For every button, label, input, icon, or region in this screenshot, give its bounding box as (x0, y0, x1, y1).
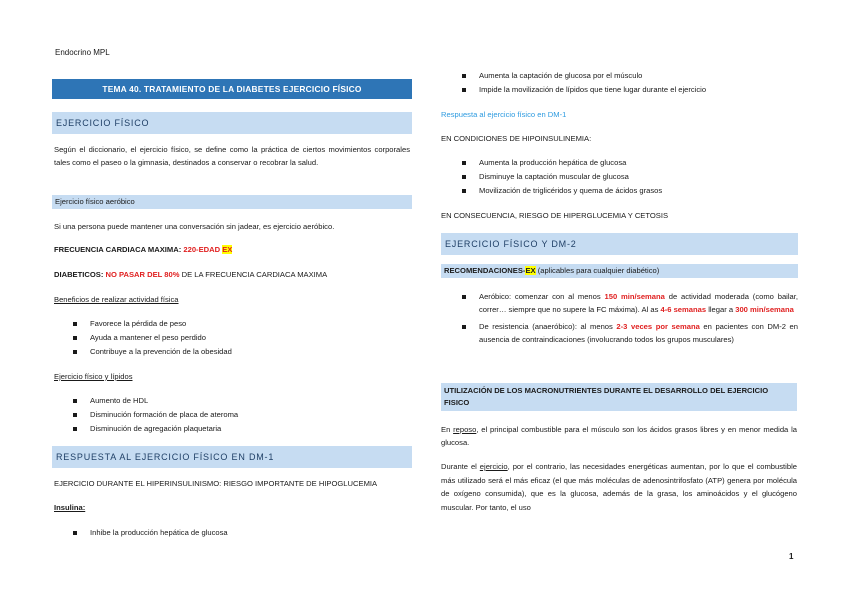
definition-paragraph: Según el diccionario, el ejercicio físico, se define como la práctica de ciertos movimientos corporales tales como el paseo o la gimnasia, destinados a conservar o recobrar la salud. (54, 145, 410, 167)
page-number: 1 (789, 552, 794, 561)
aerobic-minutes: 150 min/semana (604, 292, 665, 301)
dm1-response-title: Respuesta al ejercicio físico en DM-1 (441, 110, 567, 119)
aerobic-target: 300 min/semana (735, 305, 794, 314)
list-item: Contribuye a la prevención de la obesidad (52, 345, 412, 359)
list-item: Aumenta la captación de glucosa por el músculo (441, 69, 798, 83)
resistance-text: De resistencia (anaeróbico): al menos (479, 322, 617, 331)
benefits-title: Beneficios de realizar actividad física (54, 295, 179, 304)
list-item: Aumento de HDL (52, 394, 412, 408)
subsection-aerobico: Ejercicio físico aeróbico (52, 195, 412, 209)
text: reposo (453, 425, 477, 434)
list-item: Aumenta la producción hepática de glucosa (441, 156, 798, 170)
ex-badge: EX (222, 245, 233, 254)
text: Durante el (441, 462, 480, 471)
rest-paragraph (441, 423, 797, 449)
aerobic-paragraph: Si una persona puede mantener una conversación sin jadear, es ejercicio aeróbico. (54, 222, 335, 231)
page-header: Endocrino MPL (55, 48, 110, 57)
diabetics-rest: DE LA FRECUENCIA CARDIACA MAXIMA (179, 270, 328, 279)
aerobic-text: Aeróbico: comenzar con al menos (479, 292, 605, 301)
fc-max-label: FRECUENCIA CARDIACA MAXIMA: (54, 245, 184, 254)
insulin-list (52, 526, 412, 540)
resistance-text: en pacientes con DM-2 en ausencia de contraindicaciones (involucrando todos los grupos musculares) (479, 322, 798, 344)
fc-max-line (54, 243, 232, 256)
aerobic-text: de actividad moderada (como bailar, correr… siempre que no supere la FC máxima). Al as (479, 292, 798, 314)
text: , el principal combustible para el músculo son los ácidos grasos libres y en menor medida la glucosa. (441, 425, 797, 447)
recommendations-bar (441, 264, 798, 278)
lipids-list (52, 394, 412, 436)
list-item: Disminución formación de placa de ateroma (52, 408, 412, 422)
list-item: Impide la movilización de lípidos que tiene lugar durante el ejercicio (441, 83, 798, 97)
insulin-title: Insulina: (54, 503, 86, 512)
ex-badge: EX (525, 266, 536, 275)
section-ejercicio-dm2: EJERCICIO FÍSICO Y DM-2 (441, 233, 798, 255)
list-item (441, 320, 798, 346)
hypoinsulinemia-title: EN CONDICIONES DE HIPOINSULINEMIA: (441, 134, 592, 143)
document-title: TEMA 40. TRATAMIENTO DE LA DIABETES EJERCICIO FÍSICO (52, 79, 412, 99)
benefits-list (52, 317, 412, 359)
diabetics-limit: NO PASAR DEL 80% (105, 270, 180, 279)
list-item (441, 290, 798, 316)
text: En (441, 425, 454, 434)
consequence-line: EN CONSECUENCIA, RIESGO DE HIPERGLUCEMIA Y CETOSIS (441, 211, 669, 220)
list-item: Ayuda a mantener el peso perdido (52, 331, 412, 345)
insulin-list-continued (441, 69, 798, 97)
macronutrients-bar: UTILIZACIÓN DE LOS MACRONUTRIENTES DURANTE EL DESARROLLO DEL EJERCICIO FISICO (441, 383, 797, 411)
lipids-title: Ejercicio físico y lípidos (54, 372, 133, 381)
list-item: Disminución de agregación plaquetaria (52, 422, 412, 436)
recommendations-note: (aplicables para cualquier diabético) (535, 266, 660, 275)
diabetics-label: DIABETICOS: (54, 270, 106, 279)
recommendations-list (441, 290, 798, 346)
aerobic-text: llegar a (706, 305, 736, 314)
hypoinsulinemia-list (441, 156, 798, 198)
fc-max-value: 220-EDAD (183, 245, 221, 254)
hyperinsulinism-line: EJERCICIO DURANTE EL HIPERINSULINISMO: RIESGO IMPORTANTE DE HIPOGLUCEMIA (54, 479, 378, 488)
text: ejercicio (479, 462, 508, 471)
list-item: Favorece la pérdida de peso (52, 317, 412, 331)
section-ejercicio-fisico: EJERCICIO FÍSICO (52, 112, 412, 134)
list-item: Movilización de triglicéridos y quema de ácidos grasos (441, 184, 798, 198)
exercise-paragraph (441, 460, 797, 514)
aerobic-weeks: 4-6 semanas (660, 305, 707, 314)
resistance-frequency: 2-3 veces por semana (616, 322, 700, 331)
list-item: Disminuye la captación muscular de glucosa (441, 170, 798, 184)
list-item: Inhibe la producción hepática de glucosa (52, 526, 412, 540)
recommendations-label: RECOMENDACIONES- (444, 266, 526, 275)
section-respuesta-dm1: RESPUESTA AL EJERCICIO FÍSICO EN DM-1 (52, 446, 412, 468)
diabetics-line (54, 268, 327, 281)
text: , por el contrario, las necesidades energéticas aumentan, por lo que el combustible más utilizado será el más eficaz (el que más moléculas de adenosintrifosfato (ATP) genera por molécula de oxígeno consumida), que es la glucosa, además de la grasa, los aminoácidos y el glucógeno muscular. Por tanto, el uso (441, 462, 797, 512)
